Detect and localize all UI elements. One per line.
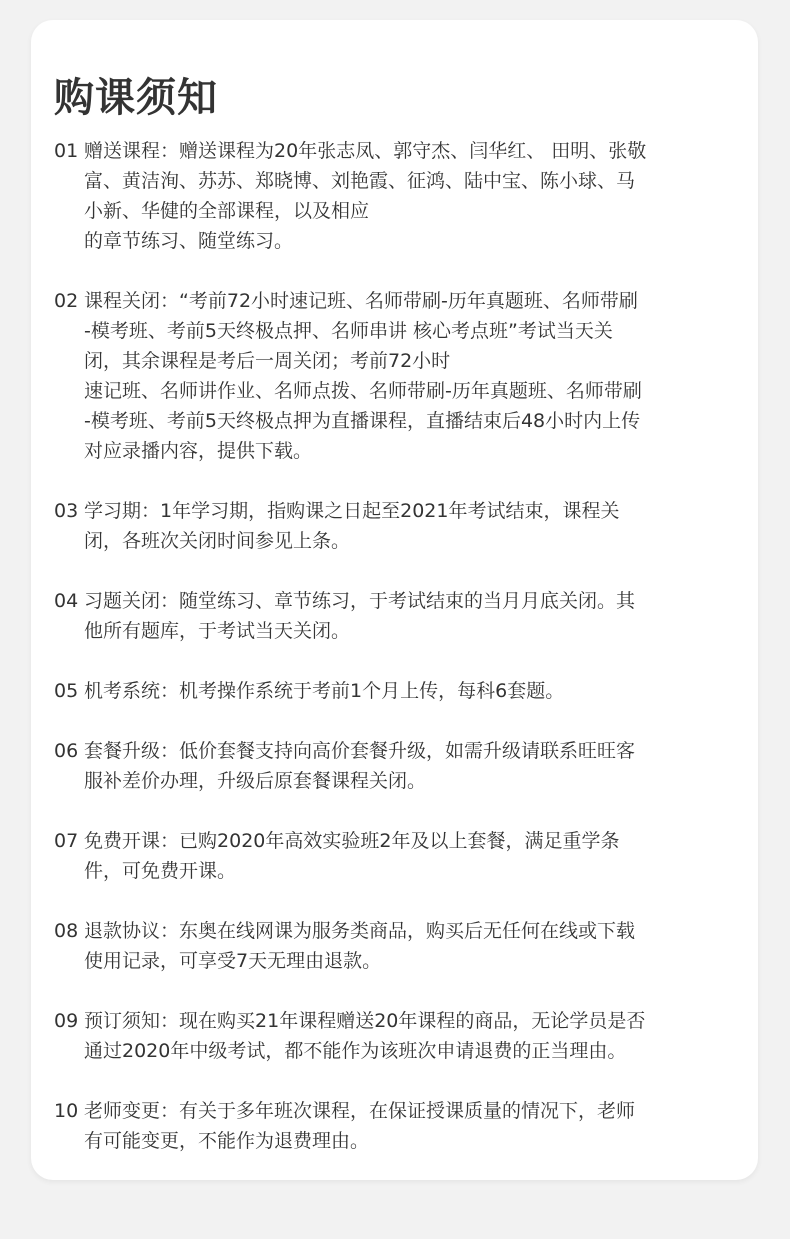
notice-item-number: 03	[54, 500, 79, 522]
notice-item-heading: 套餐升级：	[84, 740, 180, 762]
notice-item-line	[84, 1096, 730, 1126]
notice-item-text	[84, 676, 730, 706]
notice-item-text	[84, 586, 730, 646]
notice-item-heading: 老师变更：	[84, 1100, 180, 1122]
notice-item-line	[84, 676, 730, 706]
notice-item-heading: 预订须知：	[84, 1010, 180, 1032]
notice-item-body: 有关于多年班次课程，在保证授课质量的情况下，老师	[179, 1100, 636, 1122]
notice-item-line: 件，可免费开课。	[84, 860, 237, 882]
notice-item-line: -模考班、考前5天终极点押为直播课程，直播结束后48小时内上传	[84, 410, 641, 432]
notice-item-text	[84, 736, 730, 796]
notice-item-body: 机考操作系统于考前1个月上传，每科6套题。	[179, 680, 565, 702]
notice-item-line: 通过2020年中级考试，都不能作为该班次申请退费的正当理由。	[84, 1040, 627, 1062]
notice-item-heading: 退款协议：	[84, 920, 180, 942]
notice-item-line: 闭，其余课程是考后一周关闭；考前72小时	[84, 350, 451, 372]
notice-item-heading: 机考系统：	[84, 680, 180, 702]
notice-item-line: 小新、华健的全部课程，以及相应	[84, 200, 370, 222]
notice-item-heading: 赠送课程：	[84, 140, 180, 162]
notice-item-number: 06	[54, 740, 79, 762]
notice-item-heading: 课程关闭：	[84, 290, 180, 312]
notice-item-line: 闭，各班次关闭时间参见上条。	[84, 530, 351, 552]
notice-item-line: 他所有题库，于考试当天关闭。	[84, 620, 351, 642]
notice-item-line	[84, 916, 730, 946]
notice-item	[54, 916, 730, 976]
notice-item-line	[84, 1006, 730, 1036]
notice-item-number: 05	[54, 680, 79, 702]
notice-item-number: 04	[54, 590, 79, 612]
notice-item-body: “考前72小时速记班、名师带刷-历年真题班、名师带刷	[179, 290, 638, 312]
notice-item-text	[84, 826, 730, 886]
notice-item-number: 02	[54, 290, 79, 312]
notice-item-text	[84, 136, 730, 256]
notice-item-text	[84, 1006, 730, 1066]
notice-item	[54, 736, 730, 796]
notice-item-line: 速记班、名师讲作业、名师点拨、名师带刷-历年真题班、名师带刷	[84, 380, 642, 402]
notice-item-body: 1年学习期，指购课之日起至2021年考试结束，课程关	[160, 500, 620, 522]
notice-item-line	[84, 286, 730, 316]
notice-item-line: 使用记录，可享受7天无理由退款。	[84, 950, 382, 972]
notice-item-number: 09	[54, 1010, 79, 1032]
notice-item-text	[84, 1096, 730, 1156]
notice-item-number: 10	[54, 1100, 79, 1122]
notice-item	[54, 1006, 730, 1066]
notice-item-line: 富、黄洁洵、苏苏、郑晓博、刘艳霞、征鸿、陆中宝、陈小球、马	[84, 170, 636, 192]
notice-item-text	[84, 916, 730, 976]
notice-item-line: 服补差价办理，升级后原套餐课程关闭。	[84, 770, 427, 792]
notice-item-line	[84, 586, 730, 616]
notice-item-body: 现在购买21年课程赠送20年课程的商品，无论学员是否	[179, 1010, 646, 1032]
notice-item-number: 01	[54, 140, 79, 162]
notice-item	[54, 826, 730, 886]
notice-item-line: -模考班、考前5天终极点押、名师串讲 核心考点班”考试当天关	[84, 320, 613, 342]
notice-item-line	[84, 136, 730, 166]
notice-item-heading: 学习期：	[84, 500, 161, 522]
notice-item-line: 对应录播内容，提供下载。	[84, 440, 313, 462]
notice-list	[54, 136, 730, 1156]
notice-item-heading: 习题关闭：	[84, 590, 180, 612]
notice-item-line: 有可能变更，不能作为退费理由。	[84, 1130, 370, 1152]
notice-item-number: 08	[54, 920, 79, 942]
page-title: 购课须知	[54, 75, 218, 121]
notice-item-heading: 免费开课：	[84, 830, 180, 852]
notice-item-body: 赠送课程为20年张志凤、郭守杰、闫华红、 田明、张敬	[179, 140, 647, 162]
notice-item	[54, 286, 730, 466]
notice-card	[31, 20, 758, 1180]
notice-item-text	[84, 496, 730, 556]
notice-item-line	[84, 496, 730, 526]
notice-item-body: 东奥在线网课为服务类商品，购买后无任何在线或下载	[179, 920, 636, 942]
notice-item-body: 低价套餐支持向高价套餐升级，如需升级请联系旺旺客	[179, 740, 636, 762]
notice-item-line	[84, 736, 730, 766]
notice-item	[54, 676, 730, 706]
notice-item-body: 已购2020年高效实验班2年及以上套餐，满足重学条	[179, 830, 620, 852]
notice-item-line: 的章节练习、随堂练习。	[84, 230, 294, 252]
notice-item-line	[84, 826, 730, 856]
notice-item	[54, 136, 730, 256]
notice-item-number: 07	[54, 830, 79, 852]
notice-item	[54, 496, 730, 556]
notice-item	[54, 586, 730, 646]
notice-item-text	[84, 286, 730, 466]
notice-item-body: 随堂练习、章节练习，于考试结束的当月月底关闭。其	[179, 590, 636, 612]
notice-item	[54, 1096, 730, 1156]
